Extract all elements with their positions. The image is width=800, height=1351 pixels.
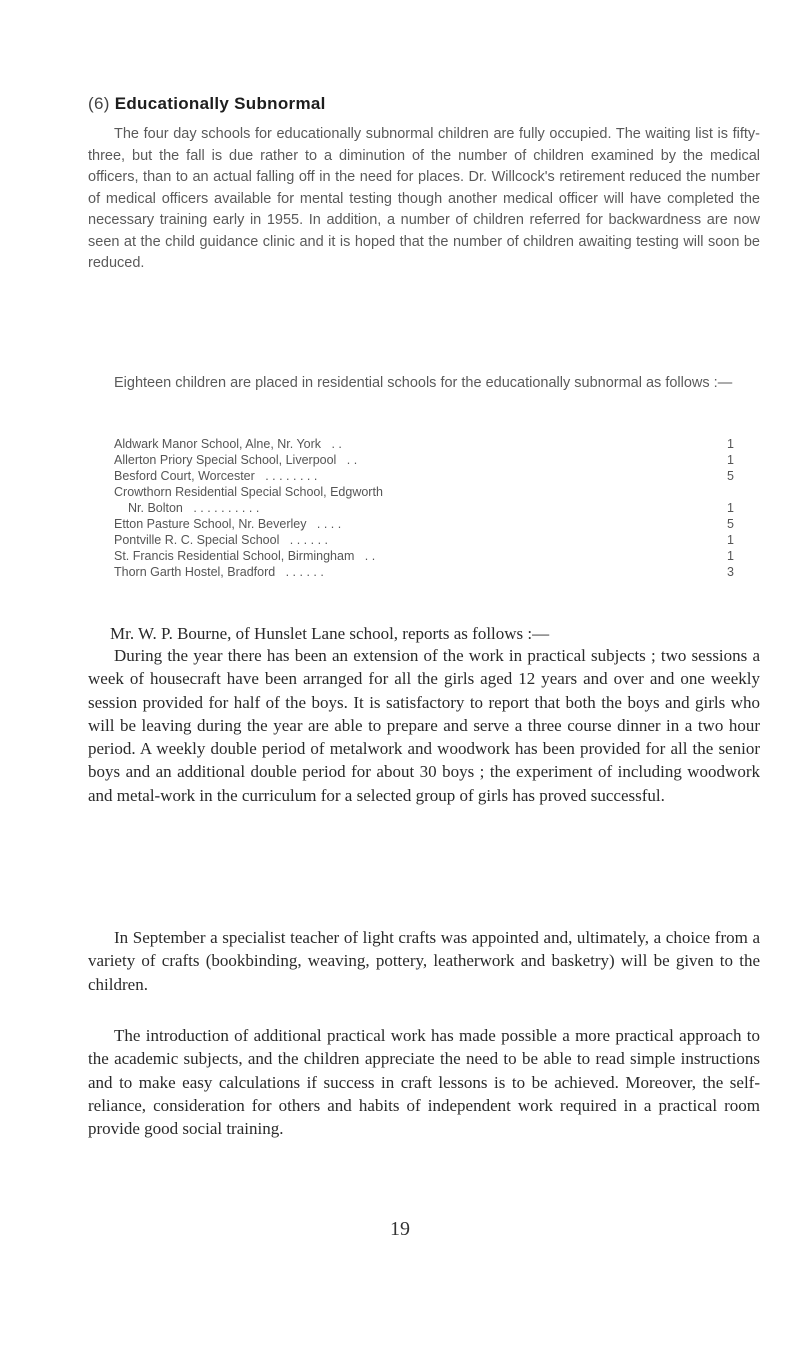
list-item: St. Francis Residential School, Birmingham . . 1 — [114, 549, 734, 563]
school-count: 1 — [727, 501, 734, 515]
intro-paragraph: The four day schools for educationally subnormal children are fully occupied. The waiting list is fifty-three, but the fall is due rather to a diminution of the number of children examined by the medical officers, than to an actual falling off in the need for places. Dr. Willcock's retirement reduced the number of medical officers available for mental testing though another medical officer will have completed the necessary training early in 1955. In addition, a number of children referred for backwardness are now seen at the child guidance clinic and it is hoped that the number of children awaiting testing will soon be reduced. — [88, 126, 760, 271]
residential-schools-list — [114, 436, 734, 580]
page-number: 19 — [390, 1218, 410, 1240]
school-count: 1 — [727, 453, 734, 467]
list-item: Besford Court, Worcester . . . . . . . . 5 — [114, 469, 734, 483]
list-item: Nr. Bolton . . . . . . . . . . 1 — [128, 501, 734, 515]
section-heading — [88, 94, 326, 114]
report-intro: Mr. W. P. Bourne, of Hunslet Lane school, reports as follows :— — [110, 624, 550, 643]
school-count: 5 — [727, 469, 734, 483]
section-title: Educationally Subnormal — [114, 94, 326, 113]
report-paragraph-3: The introduction of additional practical work has made possible a more practical approach to the academic subjects, and the children appreciate the need to be able to read simple instructions and to make easy calculations if success in craft lessons is to be achieved. Moreover, the self-reliance, consideration for others and habits of independent work required in a practical room provide good social training. — [88, 1026, 760, 1139]
school-count — [720, 484, 734, 500]
section-number: (6) — [88, 94, 110, 113]
school-count: 1 — [727, 437, 734, 451]
report-paragraph-1: During the year there has been an extension of the work in practical subjects ; two sessions a week of housecraft have been arranged for all the girls aged 12 years and over and one weekly session provided for half of the boys. It is satisfactory to report that both the boys and girls who will be leaving during the year are able to prepare and serve a three course dinner in a two hour period. A weekly double period of metalwork and woodwork has been provided for all the senior boys and an additional double period for about 30 boys ; the experiment of including woodwork and metal-work in the curriculum for a selected group of girls has proved successful. — [88, 646, 760, 805]
list-item: Crowthorn Residential Special School, Edgworth — [114, 484, 734, 500]
list-item: Etton Pasture School, Nr. Beverley . . . . 5 — [114, 517, 734, 531]
school-count: 1 — [727, 533, 734, 547]
residential-paragraph: Eighteen children are placed in residential schools for the educationally subnormal as follows :— — [114, 375, 733, 391]
report-paragraph-2: In September a specialist teacher of light crafts was appointed and, ultimately, a choice from a variety of crafts (bookbinding, weaving, pottery, leatherwork and basketry) will be given to the children. — [88, 928, 760, 994]
list-item: Thorn Garth Hostel, Bradford . . . . . . 3 — [114, 565, 734, 579]
school-count: 5 — [727, 517, 734, 531]
school-count: 1 — [727, 549, 734, 563]
list-item: Pontville R. C. Special School . . . . . . 1 — [114, 533, 734, 547]
school-count: 3 — [727, 565, 734, 579]
list-item: Aldwark Manor School, Alne, Nr. York . . 1 — [114, 437, 734, 451]
list-item: Allerton Priory Special School, Liverpool . . 1 — [114, 453, 734, 467]
